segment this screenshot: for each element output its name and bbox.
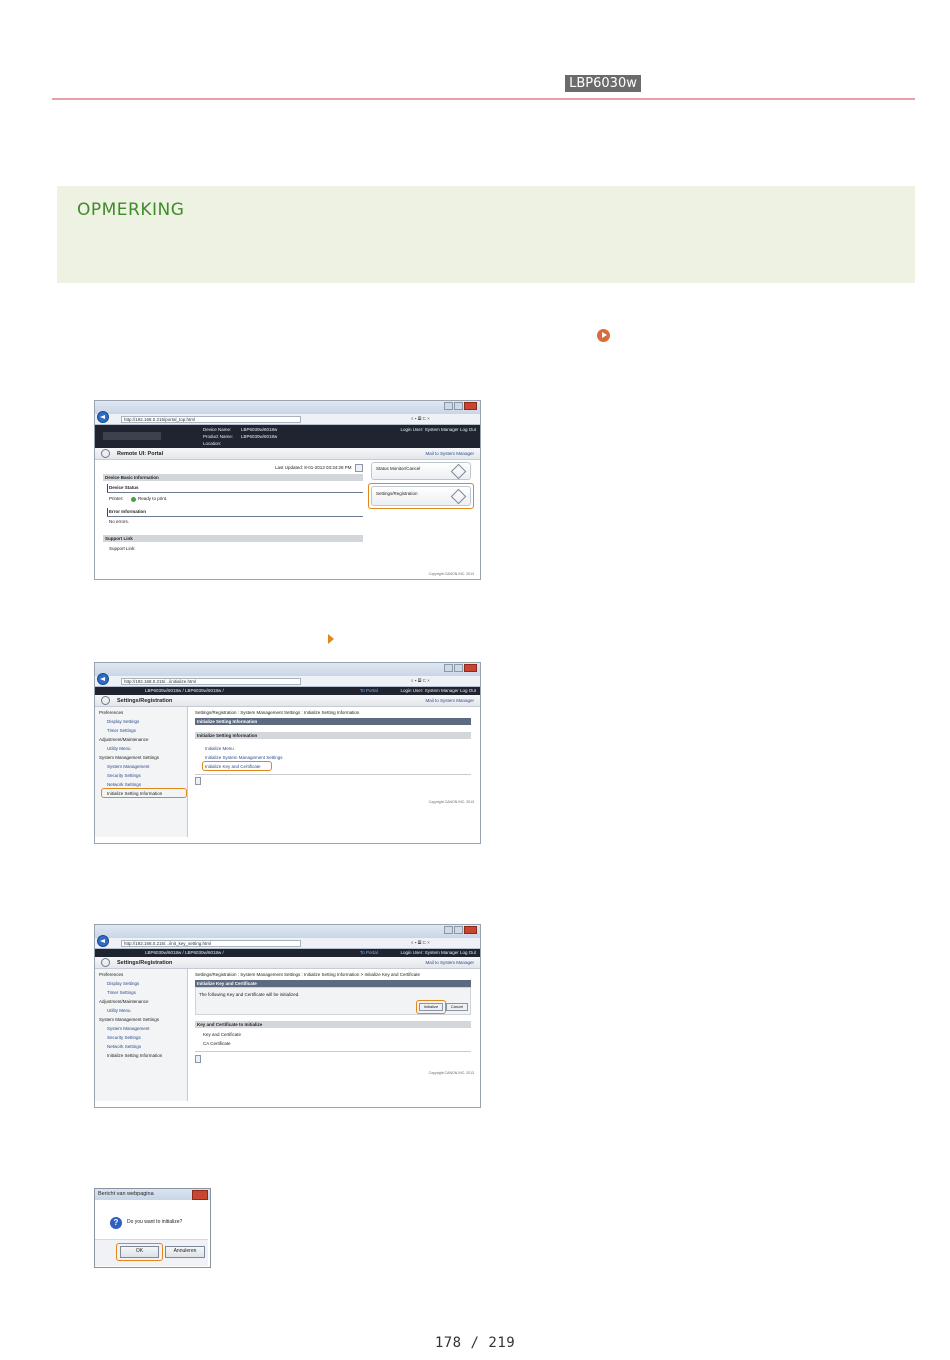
sidebar xyxy=(95,969,188,1101)
page-title: Settings/Registration xyxy=(117,698,173,704)
back-icon[interactable] xyxy=(97,935,109,947)
breadcrumb: Settings/Registration : System Management Settings : Initialize Setting Information xyxy=(195,710,360,715)
device-header xyxy=(95,425,480,448)
sidebar-item-system-management[interactable]: System Management xyxy=(107,1026,150,1031)
login-info[interactable]: Login User: System Manager Log Out xyxy=(400,950,476,955)
url-input[interactable]: http://192.168.0.215/.../init_key_setting.html xyxy=(121,940,301,947)
login-info[interactable]: Login User: System Manager Log Out xyxy=(400,688,476,693)
model-badge: LBP6030w xyxy=(565,75,641,92)
ok-button[interactable]: OK xyxy=(120,1246,159,1258)
page-top-icon[interactable] xyxy=(195,1055,201,1063)
sidebar-heading-preferences: Preferences xyxy=(99,710,124,715)
mail-link[interactable]: Mail to System Manager xyxy=(425,960,474,965)
close-icon[interactable] xyxy=(464,664,477,672)
status-monitor-button[interactable] xyxy=(371,462,471,480)
highlight-settings xyxy=(368,483,474,509)
page-number: 178 / 219 xyxy=(434,1335,516,1351)
copyright: Copyright CANON INC. 2013 xyxy=(428,800,474,804)
status-monitor-icon xyxy=(451,464,467,480)
device-name-value: LBP6030w/6018w xyxy=(241,427,278,432)
device-header xyxy=(95,949,480,957)
sidebar-item-initialize-info[interactable]: Initialize Setting Information xyxy=(107,1053,163,1058)
maximize-icon[interactable] xyxy=(454,402,463,410)
divider xyxy=(195,774,471,775)
sidebar-heading-preferences: Preferences xyxy=(99,972,124,977)
refresh-icon[interactable] xyxy=(355,464,363,472)
minimize-icon[interactable] xyxy=(444,402,453,410)
minimize-icon[interactable] xyxy=(444,926,453,934)
sidebar-item-security-settings[interactable]: Security Settings xyxy=(107,773,141,778)
highlight-ok xyxy=(116,1243,163,1261)
sub-section-title: Key and Certificate to Initialize xyxy=(195,1021,471,1028)
url-tools[interactable]: ⌕ ▾ ▤ C × xyxy=(411,678,430,683)
mail-link[interactable]: Mail to System Manager xyxy=(425,698,474,703)
section-title: Initialize Key and Certificate xyxy=(195,980,471,987)
question-icon: ? xyxy=(110,1217,122,1229)
close-icon[interactable] xyxy=(464,926,477,934)
sidebar-item-utility-menu[interactable]: Utility Menu xyxy=(107,1008,131,1013)
item-ca-certificate: CA Certificate xyxy=(203,1041,231,1046)
header-divider xyxy=(52,98,915,100)
logo xyxy=(103,432,161,440)
sidebar-heading-adjustment: Adjustment/Maintenance xyxy=(99,737,149,742)
confirm-dialog xyxy=(94,1188,211,1268)
screenshot-initialize-key xyxy=(94,924,481,1108)
maximize-icon[interactable] xyxy=(454,664,463,672)
url-tools[interactable]: ⌕ ▾ ▤ C × xyxy=(411,940,430,945)
sidebar-heading-system-management: System Management Settings xyxy=(99,1017,160,1022)
status-ok-icon xyxy=(131,497,136,502)
device-status-heading: Device Status xyxy=(109,485,139,490)
browser-titlebar xyxy=(95,401,480,414)
url-tools[interactable]: ⌕ ▾ ▤ C × xyxy=(411,416,430,421)
dialog-title xyxy=(95,1189,210,1200)
device-name-label: Device Name: xyxy=(203,427,232,432)
gear-icon xyxy=(101,696,110,705)
play-arrow-icon xyxy=(328,634,334,644)
portal-bar xyxy=(95,448,480,460)
screenshot-remote-ui-portal xyxy=(94,400,481,580)
address-bar xyxy=(95,414,480,425)
note-box xyxy=(57,186,915,283)
dialog-message: Do you want to initialize? xyxy=(127,1219,183,1225)
sidebar-item-security-settings[interactable]: Security Settings xyxy=(107,1035,141,1040)
link-initialize-key-certificate[interactable]: Initialize Key and Certificate xyxy=(205,764,261,769)
link-arrow-icon[interactable] xyxy=(597,329,610,342)
page-title-bar xyxy=(95,957,480,969)
sidebar xyxy=(95,707,188,837)
support-link-header: Support Link xyxy=(103,535,363,542)
sidebar-heading-adjustment: Adjustment/Maintenance xyxy=(99,999,149,1004)
url-input[interactable]: http://192.168.0.215/portal_top.html xyxy=(121,416,301,423)
device-crumb: LBP6030w/6018w / LBP6030w/6018w / xyxy=(145,688,224,693)
browser-titlebar xyxy=(95,663,480,676)
browser-titlebar xyxy=(95,925,480,938)
divider xyxy=(107,516,363,517)
sidebar-heading-system-management: System Management Settings xyxy=(99,755,160,760)
back-icon[interactable] xyxy=(97,411,109,423)
login-info[interactable]: Login User: System Manager Log Out xyxy=(400,427,476,432)
sidebar-item-display-settings[interactable]: Display Settings xyxy=(107,981,140,986)
cancel-button[interactable]: Cancel xyxy=(446,1003,468,1011)
initialize-button[interactable]: Initialize xyxy=(419,1003,443,1011)
status-monitor-label: Status Monitor/Cancel xyxy=(376,466,421,471)
close-icon[interactable] xyxy=(192,1190,208,1200)
printer-status: Ready to print. xyxy=(138,496,168,501)
support-link-label: Support Link: xyxy=(109,546,136,551)
mail-link[interactable]: Mail to System Manager xyxy=(425,451,474,456)
heading-marker xyxy=(107,508,108,516)
address-bar xyxy=(95,676,480,687)
highlight-key-certificate xyxy=(202,761,272,771)
sidebar-item-utility-menu[interactable]: Utility Menu xyxy=(107,746,131,751)
copyright: Copyright CANON INC. 2013 xyxy=(428,1071,474,1075)
page-title-bar xyxy=(95,695,480,707)
url-input[interactable]: http://192.168.0.215/.../initialize.html xyxy=(121,678,301,685)
message-text: The following Key and Certificate will be initialized. xyxy=(199,992,300,997)
close-icon[interactable] xyxy=(464,402,477,410)
back-icon[interactable] xyxy=(97,673,109,685)
divider xyxy=(107,492,363,493)
divider xyxy=(195,1051,471,1052)
copyright: Copyright CANON INC. 2013 xyxy=(428,572,474,576)
screenshot-initialize-settings xyxy=(94,662,481,844)
link-initialize-system-management[interactable]: Initialize System Management Settings xyxy=(205,755,283,760)
address-bar xyxy=(95,938,480,949)
sidebar-item-timer-settings[interactable]: Timer Settings xyxy=(107,990,136,995)
sidebar-item-display-settings[interactable]: Display Settings xyxy=(107,719,140,724)
error-info-heading: Error Information xyxy=(109,509,147,514)
location-label: Location: xyxy=(203,441,222,446)
settings-registration-label: Settings/Registration xyxy=(376,491,418,496)
minimize-icon[interactable] xyxy=(444,664,453,672)
device-basic-header: Device Basic Information xyxy=(103,474,363,481)
product-name-label: Product Name: xyxy=(203,434,234,439)
note-title: OPMERKING xyxy=(77,200,185,220)
to-portal-link[interactable]: To Portal xyxy=(360,950,378,955)
page-top-icon[interactable] xyxy=(195,777,201,785)
maximize-icon[interactable] xyxy=(454,926,463,934)
sidebar-item-system-management[interactable]: System Management xyxy=(107,764,150,769)
sidebar-item-timer-settings[interactable]: Timer Settings xyxy=(107,728,136,733)
gear-icon xyxy=(101,958,110,967)
page-title: Settings/Registration xyxy=(117,960,173,966)
dialog-title-text: Bericht van webpagina xyxy=(98,1191,154,1197)
device-crumb: LBP6030w/6018w / LBP6030w/6018w / xyxy=(145,950,224,955)
sidebar-item-network-settings[interactable]: Network Settings xyxy=(107,1044,142,1049)
sidebar-item-network-settings[interactable]: Network Settings xyxy=(107,782,142,787)
annuleren-button[interactable]: Annuleren xyxy=(165,1246,205,1258)
highlight-initialize-info xyxy=(101,788,187,798)
product-name-value: LBP6030w/6018w xyxy=(241,434,278,439)
heading-marker xyxy=(107,484,108,492)
section-title: Initialize Setting Information xyxy=(195,718,471,725)
item-key-certificate: Key and Certificate xyxy=(203,1032,242,1037)
to-portal-link[interactable]: To Portal xyxy=(360,688,378,693)
highlight-initialize xyxy=(416,1000,446,1014)
device-header xyxy=(95,687,480,695)
link-initialize-menu[interactable]: Initialize Menu xyxy=(205,746,234,751)
sub-section-title: Initialize Setting Information xyxy=(195,732,471,739)
portal-icon xyxy=(101,449,110,458)
last-updated: Last Updated: 8-01-2013 03:34:28 PM xyxy=(275,465,352,470)
portal-title: Remote UI: Portal xyxy=(117,451,164,457)
printer-label: Printer: xyxy=(109,496,124,501)
no-errors: No errors. xyxy=(109,519,130,524)
breadcrumb: Settings/Registration : System Management Settings : Initialize Setting Information > Initialize Key and Certificate xyxy=(195,972,420,977)
sidebar-item-initialize-info[interactable]: Initialize Setting Information xyxy=(107,791,163,796)
